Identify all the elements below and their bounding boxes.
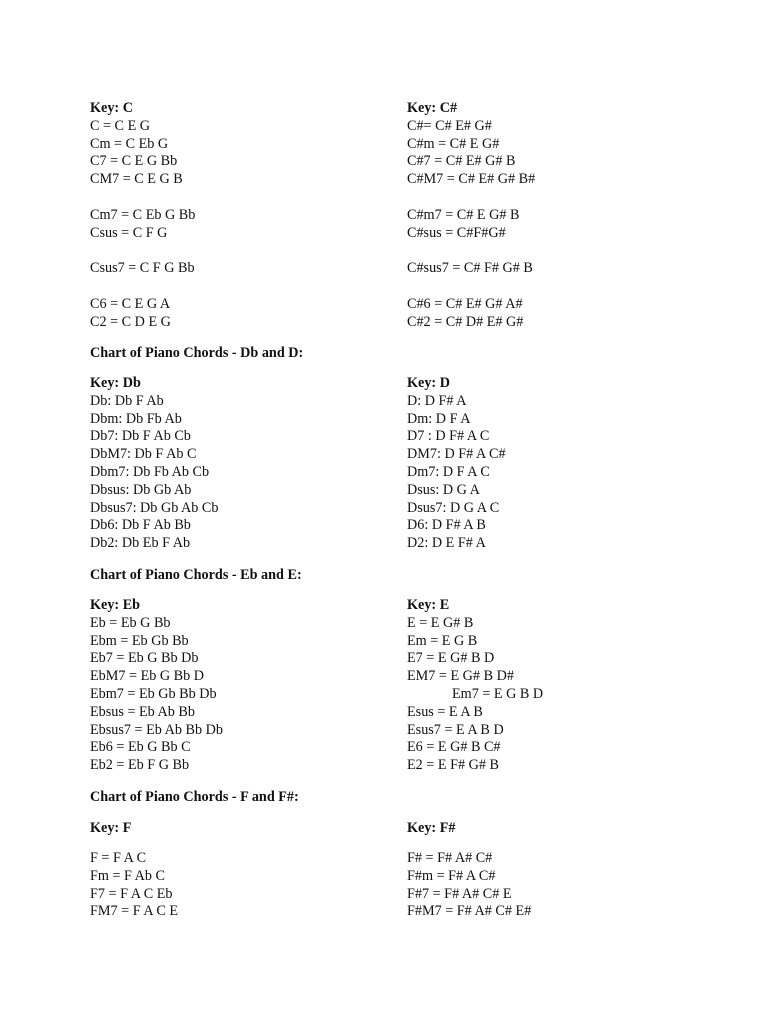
chord-line: D2: D E F# A — [407, 535, 486, 552]
chord-line: Esus = E A B — [407, 703, 483, 720]
key-heading-eb: Key: Eb — [90, 597, 141, 613]
chord-line: Dsus: D G A — [407, 481, 480, 498]
chord-line: C#M7 = C# E# G# B# — [407, 171, 536, 188]
chord-line: D7 : D F# A C — [407, 428, 490, 445]
chord-line: Db7: Db F Ab Cb — [90, 428, 191, 445]
chord-line: F7 = F A C Eb — [90, 885, 173, 902]
chord-line: Ebm7 = Eb Gb Bb Db — [90, 686, 217, 702]
chord-line: C2 = C D E G — [90, 313, 171, 330]
chord-line: F = F A C — [90, 850, 147, 866]
chord-line: Ebsus = Eb Ab Bb — [90, 703, 195, 720]
chord-line: E2 = E F# G# B — [407, 757, 499, 774]
chord-line: Dbm7: Db Fb Ab Cb — [90, 464, 210, 480]
chord-line: EM7 = E G# B D# — [407, 668, 514, 685]
chord-line: C#sus = C#F#G# — [407, 224, 506, 241]
chord-line: Dbsus7: Db Gb Ab Cb — [90, 499, 219, 516]
chord-line: E7 = E G# B D — [407, 650, 495, 667]
chord-line: CM7 = C E G B — [90, 171, 183, 188]
chord-line: E = E G# B — [407, 614, 474, 631]
chord-line: C#2 = C# D# E# G# — [407, 313, 524, 330]
chord-line: C6 = C E G A — [90, 295, 171, 312]
key-heading-f: Key: F — [90, 820, 132, 836]
key-heading-d: Key: D — [407, 375, 450, 391]
section-heading: Chart of Piano Chords - Eb and E: — [90, 567, 302, 583]
chord-line: C#sus7 = C# F# G# B — [407, 260, 533, 277]
chord-line: D: D F# A — [407, 392, 467, 409]
chord-line: Em = E G B — [407, 632, 478, 649]
chord-line: C = C E G — [90, 117, 151, 134]
chord-line: Csus = C F G — [90, 224, 168, 241]
chord-line: Ebm = Eb Gb Bb — [90, 632, 189, 649]
chord-line: Dbsus: Db Gb Ab — [90, 481, 192, 498]
chord-line: E6 = E G# B C# — [407, 739, 501, 756]
chord-line: Dsus7: D G A C — [407, 499, 500, 516]
chord-line: FM7 = F A C E — [90, 903, 179, 920]
chord-line: F#7 = F# A# C# E — [407, 885, 512, 902]
chord-line: Db6: Db F Ab Bb — [90, 517, 191, 534]
chord-line: Dbm: Db Fb Ab — [90, 410, 182, 427]
chord-line: Eb6 = Eb G Bb C — [90, 739, 191, 756]
chord-line: Db: Db F Ab — [90, 392, 164, 409]
chord-line: Dm: D F A — [407, 410, 471, 427]
chord-line: Eb = Eb G Bb — [90, 614, 171, 631]
chord-line: F#m = F# A C# — [407, 867, 496, 884]
chord-line: Cm = C Eb G — [90, 135, 169, 152]
chord-line: C#= C# E# G# — [407, 117, 492, 134]
key-heading-f-sharp: Key: F# — [407, 820, 456, 836]
key-heading-c-sharp: Key: C# — [407, 100, 458, 116]
chord-line: C#m = C# E G# — [407, 135, 500, 152]
section-heading: Chart of Piano Chords - Db and D: — [90, 345, 304, 361]
chord-line: C#7 = C# E# G# B — [407, 153, 516, 170]
chord-line: Db2: Db Eb F Ab — [90, 535, 191, 552]
chord-line: Dm7: D F A C — [407, 464, 490, 480]
chord-line: F# = F# A# C# — [407, 850, 493, 866]
chord-line: C#6 = C# E# G# A# — [407, 295, 523, 312]
chord-line: EbM7 = Eb G Bb D — [90, 668, 205, 685]
chord-line: Cm7 = C Eb G Bb — [90, 206, 196, 223]
chord-line: Eb2 = Eb F G Bb — [90, 757, 190, 774]
chord-line: C#m7 = C# E G# B — [407, 206, 520, 223]
chord-line: DM7: D F# A C# — [407, 446, 506, 463]
key-heading-e: Key: E — [407, 597, 450, 613]
chord-line: Ebsus7 = Eb Ab Bb Db — [90, 721, 223, 738]
chord-line: Csus7 = C F G Bb — [90, 260, 195, 277]
chord-line: F#M7 = F# A# C# E# — [407, 903, 532, 920]
section-heading: Chart of Piano Chords - F and F#: — [90, 789, 299, 805]
key-heading-c: Key: C — [90, 100, 133, 116]
chord-line: D6: D F# A B — [407, 517, 486, 534]
chord-line: DbM7: Db F Ab C — [90, 446, 197, 463]
key-heading-db: Key: Db — [90, 375, 141, 391]
chord-line: Fm = F Ab C — [90, 867, 166, 884]
chord-line: C7 = C E G Bb — [90, 153, 178, 170]
chord-line: Eb7 = Eb G Bb Db — [90, 650, 199, 667]
chord-line: Em7 = E G B D — [452, 686, 544, 702]
chord-line: Esus7 = E A B D — [407, 721, 504, 738]
